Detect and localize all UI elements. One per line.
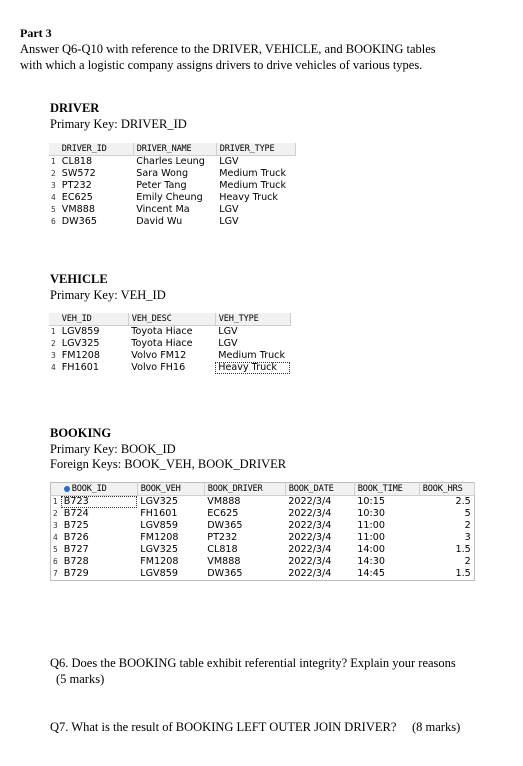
intro-line-1: Answer Q6-Q10 with reference to the DRIVER, VEHICLE, and BOOKING tables bbox=[20, 42, 436, 56]
table-cell[interactable]: 2 bbox=[464, 556, 471, 567]
table-cell[interactable]: 14:30 bbox=[357, 556, 385, 567]
table-cell[interactable]: 11:00 bbox=[357, 520, 385, 531]
table-cell[interactable]: 10:30 bbox=[357, 508, 385, 519]
table-cell[interactable]: LGV325 bbox=[140, 496, 178, 507]
intro-line-2: with which a logistic company assigns drivers to drive vehicles of various types. bbox=[20, 58, 423, 72]
table-cell[interactable]: DW365 bbox=[61, 216, 97, 227]
col-veh-type[interactable]: VEH_TYPE bbox=[215, 313, 290, 326]
vehicle-table bbox=[49, 313, 291, 374]
intro-text bbox=[20, 41, 490, 73]
table-cell[interactable]: SW572 bbox=[61, 168, 96, 179]
table-cell[interactable]: 14:00 bbox=[357, 544, 385, 555]
table-cell[interactable]: B727 bbox=[63, 544, 89, 555]
table-cell[interactable]: EC625 bbox=[61, 192, 93, 203]
table-cell[interactable]: Vincent Ma bbox=[136, 204, 190, 215]
table-row[interactable] bbox=[51, 520, 475, 532]
question-7-text: Q7. What is the result of BOOKING LEFT OUTER JOIN DRIVER? bbox=[50, 720, 397, 734]
row-number: 5 bbox=[49, 204, 59, 216]
col-book-id[interactable] bbox=[61, 483, 138, 496]
table-cell[interactable]: LGV859 bbox=[140, 520, 178, 531]
table-cell[interactable]: LGV bbox=[218, 326, 238, 337]
row-number: 4 bbox=[51, 532, 61, 544]
table-cell[interactable]: 2022/3/4 bbox=[288, 544, 332, 555]
col-book-date[interactable]: BOOK_DATE bbox=[285, 483, 354, 496]
table-cell[interactable]: 2022/3/4 bbox=[288, 532, 332, 543]
row-number: 6 bbox=[51, 556, 61, 568]
vehicle-table-name: VEHICLE bbox=[50, 272, 108, 286]
table-cell[interactable]: B725 bbox=[63, 520, 89, 531]
row-number-header bbox=[49, 313, 59, 326]
col-book-hrs[interactable]: BOOK_HRS bbox=[419, 483, 474, 496]
table-cell[interactable]: Heavy Truck bbox=[215, 362, 290, 374]
col-driver-type[interactable]: DRIVER_TYPE bbox=[216, 143, 295, 156]
table-cell[interactable]: LGV325 bbox=[61, 338, 100, 349]
table-cell[interactable]: 2022/3/4 bbox=[288, 508, 332, 519]
row-number: 7 bbox=[51, 568, 61, 581]
table-cell[interactable]: Emily Cheung bbox=[136, 192, 203, 203]
row-number-header bbox=[49, 143, 59, 156]
table-row[interactable] bbox=[51, 532, 475, 544]
table-row[interactable] bbox=[51, 496, 475, 509]
table-row[interactable] bbox=[49, 180, 295, 192]
primary-key-icon bbox=[64, 486, 70, 492]
table-cell[interactable]: PT232 bbox=[61, 180, 92, 191]
table-cell[interactable]: B729 bbox=[63, 568, 89, 579]
table-cell[interactable]: B723 bbox=[61, 496, 138, 509]
table-cell[interactable]: CL818 bbox=[61, 156, 93, 167]
table-cell[interactable]: 2022/3/4 bbox=[288, 496, 332, 507]
table-cell[interactable]: 5 bbox=[464, 508, 471, 519]
row-number: 1 bbox=[49, 326, 59, 339]
table-cell[interactable]: Heavy Truck bbox=[219, 192, 278, 203]
table-cell[interactable]: Toyota Hiace bbox=[131, 338, 193, 349]
row-number: 1 bbox=[49, 156, 59, 169]
table-cell[interactable]: EC625 bbox=[207, 508, 239, 519]
table-cell[interactable]: LGV bbox=[219, 216, 239, 227]
col-book-driver[interactable]: BOOK_DRIVER bbox=[204, 483, 285, 496]
table-row[interactable] bbox=[49, 216, 295, 228]
question-6 bbox=[50, 655, 456, 687]
table-row[interactable] bbox=[51, 544, 475, 556]
table-row[interactable] bbox=[49, 168, 295, 180]
table-row[interactable] bbox=[49, 326, 290, 339]
table-row[interactable] bbox=[49, 156, 295, 169]
row-number: 1 bbox=[51, 496, 61, 509]
row-number: 2 bbox=[49, 168, 59, 180]
table-cell[interactable]: 2022/3/4 bbox=[288, 520, 332, 531]
question-7-marks: (8 marks) bbox=[412, 720, 461, 734]
table-cell[interactable]: PT232 bbox=[207, 532, 238, 543]
table-row[interactable] bbox=[49, 192, 295, 204]
table-cell[interactable]: FH1601 bbox=[61, 362, 99, 373]
table-cell[interactable]: 14:45 bbox=[357, 568, 385, 579]
row-number: 4 bbox=[49, 192, 59, 204]
row-number: 2 bbox=[51, 508, 61, 520]
table-row[interactable] bbox=[49, 350, 290, 362]
table-cell[interactable]: 1.5 bbox=[455, 544, 471, 555]
table-cell[interactable]: DW365 bbox=[207, 520, 243, 531]
row-number: 4 bbox=[49, 362, 59, 374]
table-row[interactable] bbox=[51, 568, 475, 581]
row-number: 5 bbox=[51, 544, 61, 556]
table-cell[interactable]: Volvo FM12 bbox=[131, 350, 187, 361]
booking-table bbox=[50, 482, 475, 581]
driver-primary-key: Primary Key: DRIVER_ID bbox=[50, 117, 187, 131]
table-cell[interactable]: B726 bbox=[63, 532, 89, 543]
table-cell[interactable]: LGV325 bbox=[140, 544, 178, 555]
part-title: Part 3 bbox=[20, 26, 52, 40]
table-row[interactable] bbox=[49, 204, 295, 216]
table-cell[interactable]: FM1208 bbox=[140, 532, 179, 543]
col-veh-desc[interactable]: VEH_DESC bbox=[128, 313, 215, 326]
vehicle-primary-key: Primary Key: VEH_ID bbox=[50, 288, 166, 302]
table-cell[interactable]: CL818 bbox=[207, 544, 238, 555]
table-cell[interactable]: DW365 bbox=[207, 568, 243, 579]
table-row[interactable] bbox=[49, 338, 290, 350]
driver-table-name: DRIVER bbox=[50, 101, 100, 115]
question-6-text: Q6. Does the BOOKING table exhibit referential integrity? Explain your reasons bbox=[50, 656, 456, 670]
table-cell[interactable]: FH1601 bbox=[140, 508, 178, 519]
table-cell[interactable]: FM1208 bbox=[140, 556, 179, 567]
table-cell[interactable]: Peter Tang bbox=[136, 180, 187, 191]
question-6-marks: (5 marks) bbox=[56, 672, 105, 686]
table-cell[interactable]: Medium Truck bbox=[219, 168, 286, 179]
col-book-id-label: BOOK_ID bbox=[71, 484, 107, 494]
table-cell[interactable]: VM888 bbox=[207, 496, 241, 507]
table-cell[interactable]: 11:00 bbox=[357, 532, 385, 543]
col-driver-name[interactable]: DRIVER_NAME bbox=[133, 143, 216, 156]
table-cell[interactable]: LGV859 bbox=[61, 326, 100, 337]
table-cell[interactable]: 2.5 bbox=[455, 496, 471, 507]
table-cell[interactable]: 3 bbox=[464, 532, 471, 543]
booking-header-row bbox=[51, 483, 475, 496]
question-7 bbox=[50, 719, 396, 735]
table-cell[interactable]: B728 bbox=[63, 556, 89, 567]
table-cell[interactable]: David Wu bbox=[136, 216, 183, 227]
table-cell[interactable]: VM888 bbox=[61, 204, 95, 215]
table-cell[interactable]: LGV859 bbox=[140, 568, 178, 579]
table-cell[interactable]: 2022/3/4 bbox=[288, 556, 332, 567]
table-cell[interactable]: FM1208 bbox=[61, 350, 100, 361]
row-number: 3 bbox=[49, 350, 59, 362]
table-cell[interactable]: Medium Truck bbox=[218, 350, 285, 361]
col-driver-id[interactable]: DRIVER_ID bbox=[59, 143, 134, 156]
col-book-veh[interactable]: BOOK_VEH bbox=[137, 483, 204, 496]
table-cell[interactable]: Toyota Hiace bbox=[131, 326, 193, 337]
col-book-time[interactable]: BOOK_TIME bbox=[354, 483, 419, 496]
table-cell[interactable]: Volvo FH16 bbox=[131, 362, 186, 373]
table-row[interactable] bbox=[49, 362, 290, 374]
row-number: 2 bbox=[49, 338, 59, 350]
row-number: 3 bbox=[49, 180, 59, 192]
table-cell[interactable]: Sara Wong bbox=[136, 168, 189, 179]
vehicle-header-row bbox=[49, 313, 290, 326]
table-row[interactable] bbox=[51, 508, 475, 520]
row-number: 6 bbox=[49, 216, 59, 228]
booking-primary-key: Primary Key: BOOK_ID bbox=[50, 442, 176, 456]
table-cell[interactable]: VM888 bbox=[207, 556, 241, 567]
row-number-header bbox=[51, 483, 61, 496]
booking-table-name: BOOKING bbox=[50, 426, 112, 440]
table-cell[interactable]: LGV bbox=[219, 204, 239, 215]
table-cell[interactable]: B724 bbox=[63, 508, 89, 519]
table-row[interactable] bbox=[51, 556, 475, 568]
table-cell[interactable]: Charles Leung bbox=[136, 156, 205, 167]
driver-header-row bbox=[49, 143, 295, 156]
col-veh-id[interactable]: VEH_ID bbox=[59, 313, 129, 326]
row-number: 3 bbox=[51, 520, 61, 532]
booking-foreign-keys: Foreign Keys: BOOK_VEH, BOOK_DRIVER bbox=[50, 457, 287, 471]
table-cell[interactable]: LGV bbox=[219, 156, 239, 167]
table-cell[interactable]: Medium Truck bbox=[219, 180, 286, 191]
table-cell[interactable]: 2022/3/4 bbox=[288, 568, 332, 579]
table-cell[interactable]: LGV bbox=[218, 338, 238, 349]
table-cell[interactable]: 2 bbox=[464, 520, 471, 531]
table-cell[interactable]: 1.5 bbox=[455, 568, 471, 579]
driver-table bbox=[49, 143, 296, 228]
table-cell[interactable]: 10:15 bbox=[357, 496, 385, 507]
